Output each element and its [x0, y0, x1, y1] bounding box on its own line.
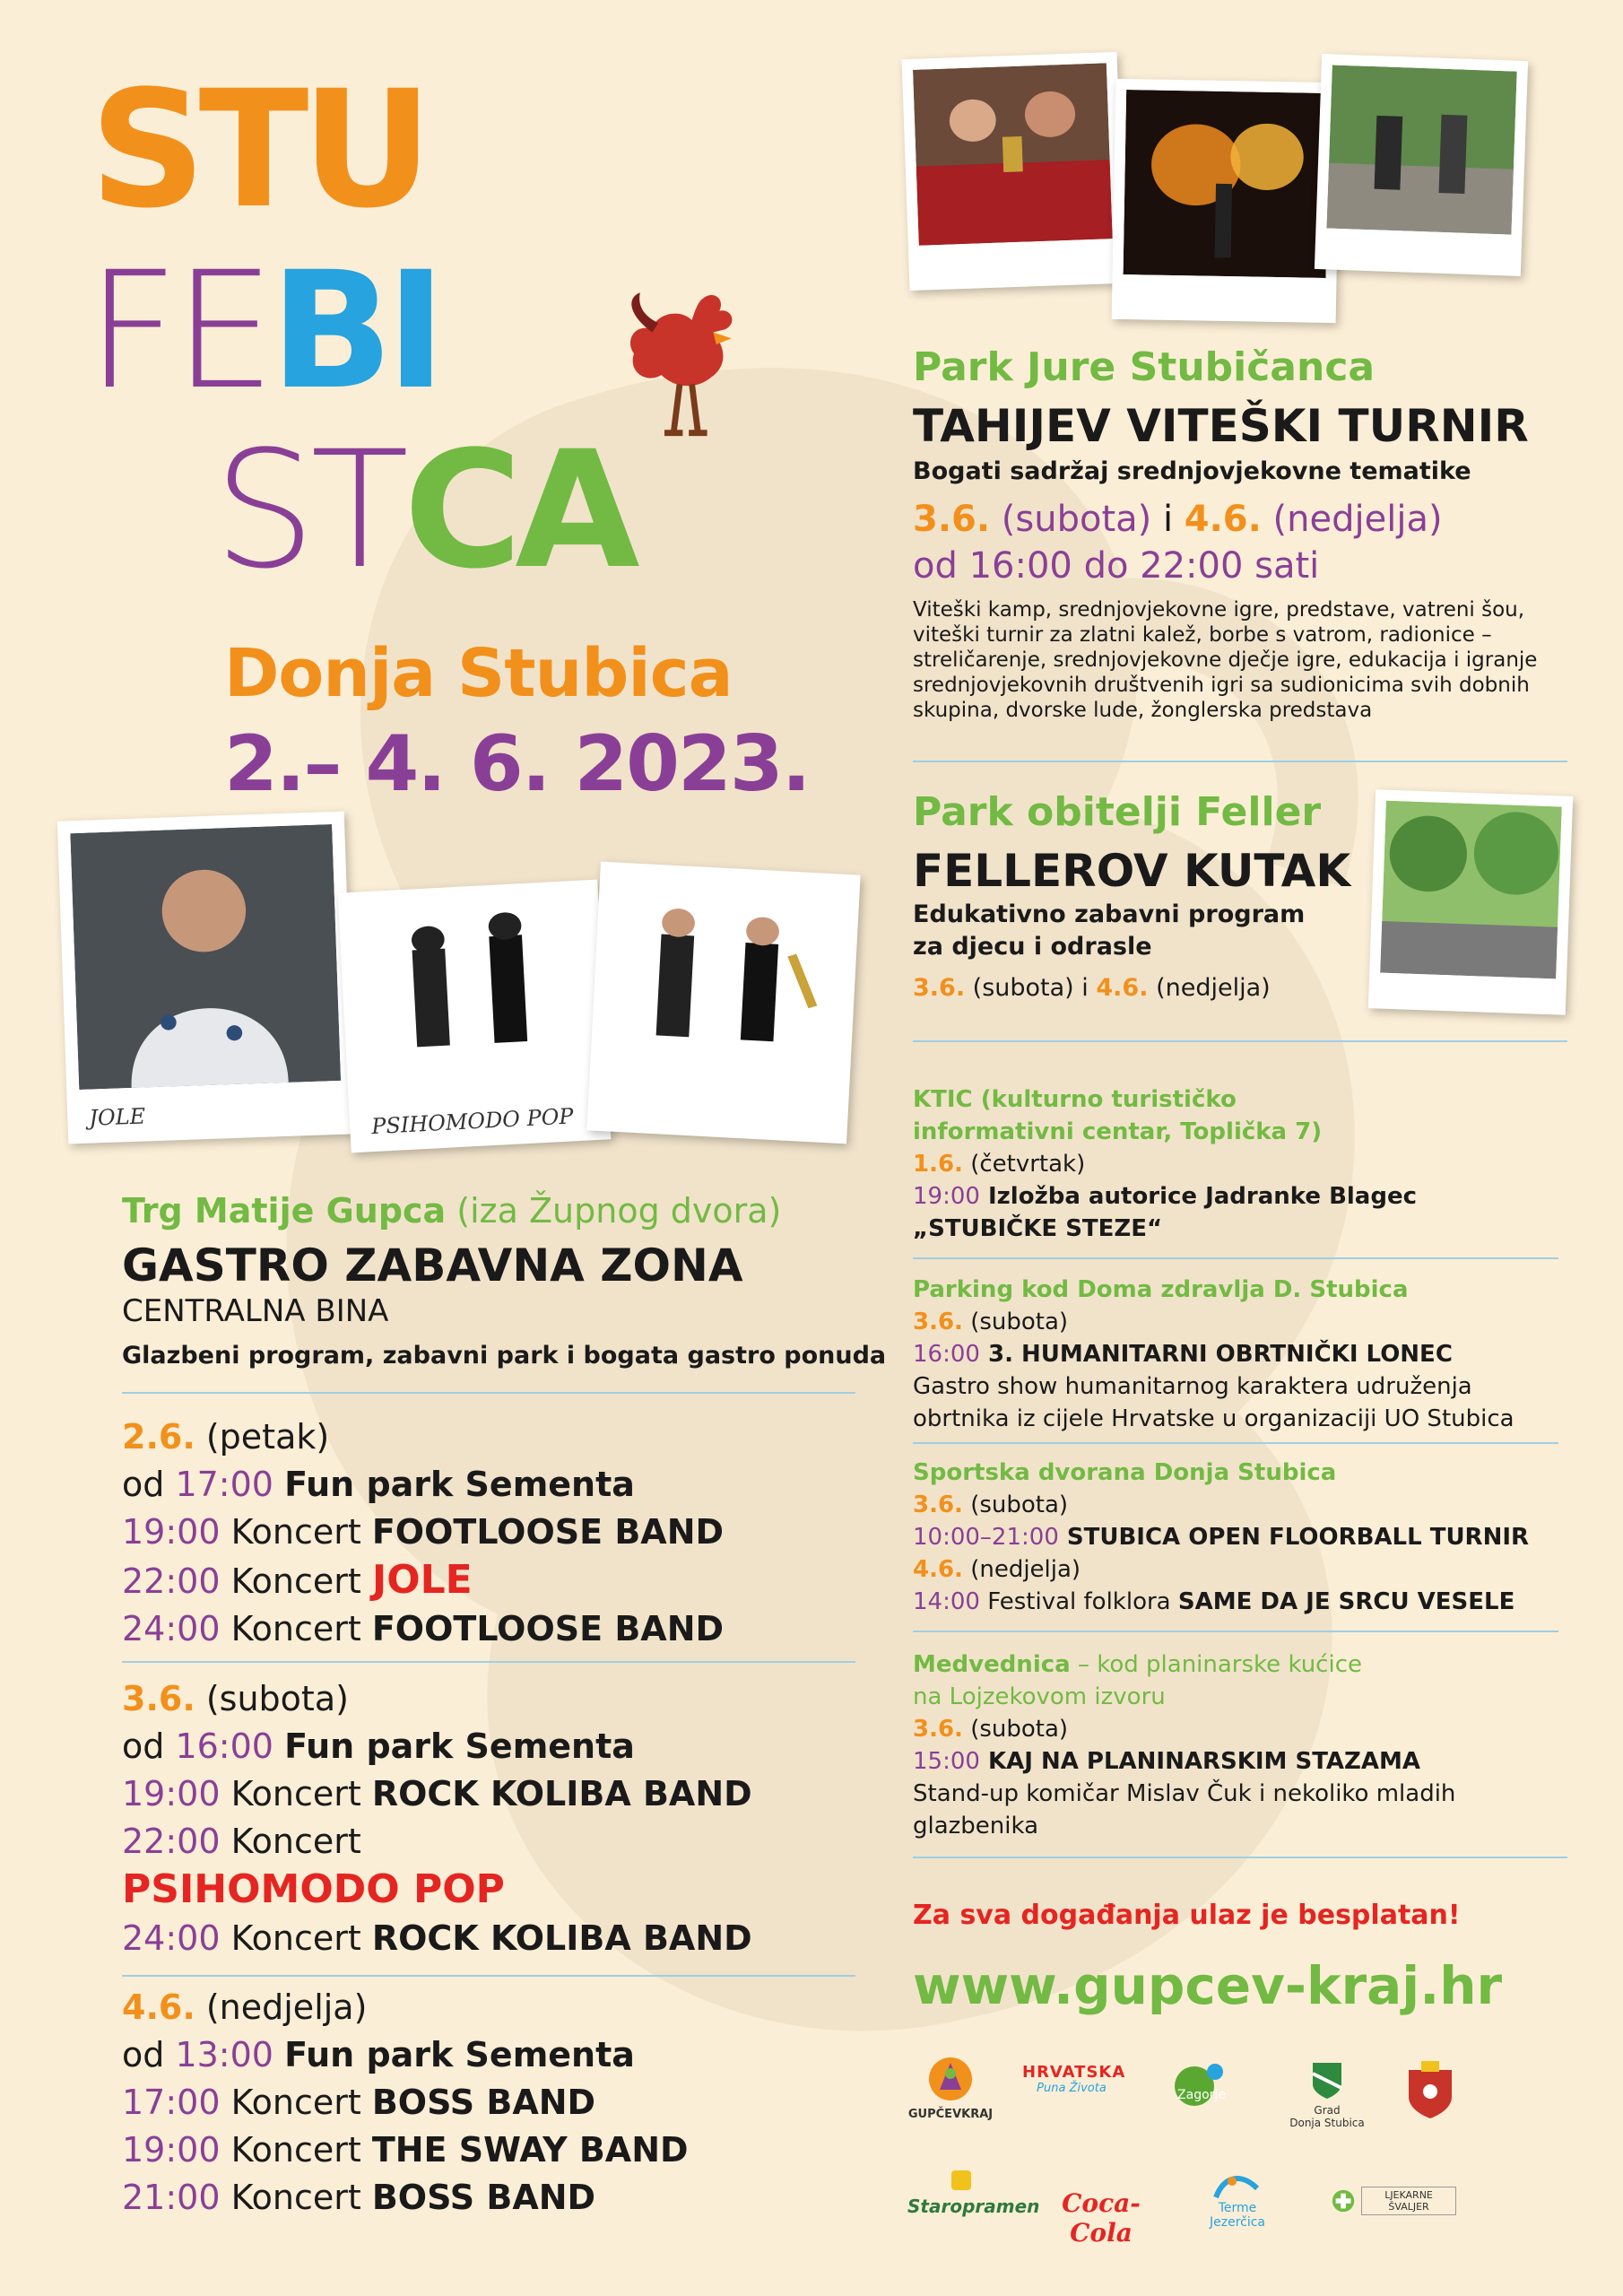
schedule-time: 19:00 [122, 1774, 221, 1813]
logo-terme-text-1: Terme [1218, 2201, 1257, 2215]
logo-grad-text-1: Grad [1314, 2104, 1341, 2117]
schedule-time: 17:00 [175, 1465, 273, 1504]
parking-event [913, 1338, 1515, 1370]
logo-hrvatska-sub: Puna Života [1037, 2082, 1107, 2095]
schedule-time: 22:00 [122, 1561, 221, 1601]
schedule-label: Koncert [220, 2178, 372, 2217]
logo-hrvatska [1022, 2063, 1126, 2095]
schedule-label: Koncert [220, 1822, 361, 1861]
sport-weekday-1: (subota) [962, 1492, 1069, 1518]
logo-gupcev-text: GUPČEVKRAJ [907, 2108, 994, 2121]
photo-caption-jole: JOLE [88, 1103, 146, 1131]
medvednica-date-value: 3.6. [913, 1716, 963, 1743]
parking-date-value: 3.6. [913, 1309, 963, 1335]
sport-block [913, 1457, 1529, 1618]
photo-psihomodo-2 [586, 862, 860, 1144]
logo-hrvatska-text: HRVATSKA [1022, 2063, 1126, 2082]
divider [913, 1040, 1567, 1042]
sport-heading: Sportska dvorana Donja Stubica [913, 1459, 1337, 1486]
photo-feller-park [1368, 789, 1573, 1015]
title-fe: FE [86, 238, 271, 425]
schedule-time: 24:00 [122, 1609, 221, 1648]
feller-weekday-1: (subota) i [965, 974, 1097, 1002]
schedule-time: 19:00 [122, 1512, 221, 1552]
sport-event-name-1: STUBICA OPEN FLOORBALL TURNIR [1058, 1524, 1530, 1551]
schedule-act: PSIHOMODO POP [122, 1866, 505, 1912]
ktic-weekday: (četvrtak) [962, 1151, 1086, 1178]
logo-grad-text-2: Donja Stubica [1289, 2117, 1365, 2129]
tahi-date-2: 4.6. [1184, 499, 1262, 540]
logo-gupcev-kraj [906, 2054, 995, 2121]
schedule-label [273, 1726, 284, 1766]
divider [913, 1257, 1558, 1259]
title-stu: STU [90, 57, 426, 244]
schedule-row [122, 1866, 752, 1915]
schedule-row [122, 1461, 724, 1509]
parking-desc-line: Gastro show humanitarnog karaktera udruženja [913, 1373, 1472, 1400]
tahi-desc-line: srednjovjekovnih društvenih igri sa sudionicima svih dobnih [913, 674, 1530, 697]
logo-grad-donja-stubica [1278, 2061, 1376, 2129]
logo-staropramen-text: Staropramen [907, 2196, 1040, 2217]
schedule-act: BOSS BAND [371, 2178, 596, 2217]
title-ca: CA [404, 417, 633, 604]
schedule-time: 16:00 [175, 1726, 273, 1766]
schedule-act: Fun park Sementa [284, 2035, 635, 2074]
feller-sub-1: Edukativno zabavni program [913, 900, 1306, 928]
sport-date-1 [913, 1489, 1529, 1521]
schedule-row [122, 1556, 724, 1605]
schedule-time: 17:00 [122, 2083, 221, 2122]
schedule-row [122, 2031, 689, 2079]
schedule-time: 24:00 [122, 1918, 221, 1958]
schedule-row [122, 2174, 689, 2222]
photo-psihomodo-1 [338, 880, 612, 1153]
parking-weekday: (subota) [962, 1309, 1069, 1335]
sport-event-prefix-2: Festival folklora [979, 1588, 1178, 1615]
photo-fire-show [1112, 79, 1341, 323]
feller-date-2: 4.6. [1096, 974, 1149, 1002]
logo-terme-text-2: Jezerčica [1209, 2215, 1265, 2230]
schedule-act: Fun park Sementa [284, 1726, 635, 1766]
schedule-label: Koncert [220, 1561, 372, 1601]
ktic-event-name-2: „STUBIČKE STEZE“ [913, 1215, 1163, 1242]
divider [122, 1661, 855, 1663]
tahi-and: i [1162, 499, 1185, 540]
medvednica-desc-line: Stand-up komičar Mislav Čuk i nekoliko mladih [913, 1780, 1456, 1807]
feller-place: Park obitelji Feller [913, 789, 1322, 835]
schedule-act: FOOTLOOSE BAND [371, 1609, 725, 1648]
ktic-block [913, 1083, 1417, 1245]
divider [122, 1392, 855, 1394]
divider [913, 1857, 1567, 1858]
photo-knights [902, 52, 1125, 291]
schedule-day-heading [122, 1984, 689, 2031]
title-febi [86, 238, 439, 425]
schedule-act: Fun park Sementa [284, 1465, 635, 1504]
title-bi: BI [270, 238, 439, 425]
schedule-act: JOLE [371, 1557, 473, 1603]
logo-ljekarne-text: LJEKARNE ŠVALJER [1361, 2187, 1456, 2215]
divider [122, 1975, 855, 1977]
logo-zagorje [1157, 2056, 1246, 2102]
tahi-subtitle: Bogati sadržaj srednjovjekovne tematike [913, 457, 1471, 485]
schedule-act: BOSS BAND [371, 2083, 596, 2122]
photo-caption-psihomodo: PSIHOMODO POP [370, 1103, 575, 1140]
schedule-time: 13:00 [175, 2035, 273, 2074]
schedule-time: 22:00 [122, 1822, 221, 1861]
tahi-time: od 16:00 do 22:00 sati [913, 545, 1320, 587]
sport-event-1 [913, 1521, 1529, 1553]
gastro-place-paren: (iza Župnog dvora) [446, 1191, 782, 1231]
sport-event-name-2: SAME DA JE SRCU VESELE [1177, 1588, 1515, 1615]
schedule-day-heading [122, 1675, 752, 1723]
feller-date-1: 3.6. [913, 974, 966, 1002]
tahi-desc-line: Viteški kamp, srednjovjekovne igre, predstave, vatreni šou, [913, 598, 1525, 622]
divider [913, 761, 1567, 762]
gastro-title: GASTRO ZABAVNA ZONA [122, 1239, 743, 1292]
medvednica-weekday: (subota) [962, 1716, 1069, 1743]
tahi-dates [913, 499, 1443, 540]
schedule-day-1 [122, 1413, 724, 1653]
schedule-row [122, 2079, 689, 2126]
schedule-date: 4.6. [122, 1987, 195, 2027]
schedule-row [122, 1723, 752, 1770]
logo-ljekarne-svaljer [1331, 2187, 1456, 2215]
sport-time-2: 14:00 [913, 1588, 980, 1615]
schedule-prefix: od [122, 2035, 176, 2074]
ktic-date-value: 1.6. [913, 1151, 963, 1178]
ktic-date [913, 1148, 1417, 1180]
schedule-date: 2.6. [122, 1417, 195, 1457]
schedule-label: Koncert [220, 1918, 372, 1958]
ktic-heading-1: KTIC (kulturno turističko [913, 1086, 1237, 1113]
tahi-description [913, 597, 1537, 723]
rooster-icon [619, 285, 771, 456]
divider [913, 1442, 1558, 1444]
logo-coat-of-arms-icon [1403, 2061, 1457, 2122]
schedule-act: THE SWAY BAND [371, 2130, 689, 2170]
tahi-desc-line: streličarenje, srednjovjekovne dječje igre, edukacija i igranje [913, 648, 1538, 672]
tahi-title: TAHIJEV VITEŠKI TURNIR [913, 400, 1529, 452]
medvednica-event [913, 1745, 1455, 1778]
tahi-desc-line: skupina, dvorske lude, žonglerska predstava [913, 699, 1373, 722]
schedule-label: Koncert [220, 1609, 372, 1648]
schedule-row [122, 2126, 689, 2174]
title-stca [213, 417, 633, 604]
event-dates: 2.– 4. 6. 2023. [224, 719, 810, 809]
website-link[interactable]: www.gupcev-kraj.hr [913, 1955, 1503, 2016]
schedule-row [122, 1509, 724, 1556]
ktic-event [913, 1180, 1417, 1213]
logo-zagorje-text: Zagorje [1177, 2088, 1226, 2102]
ktic-event-name: Izložba autorice Jadranke Blagec [979, 1183, 1418, 1210]
photo-jole [57, 812, 355, 1144]
parking-date [913, 1306, 1515, 1338]
event-place: Donja Stubica [224, 635, 733, 712]
gastro-place-name: Trg Matije Gupca [122, 1191, 447, 1231]
parking-event-name: 3. HUMANITARNI OBRTNIČKI LONEC [979, 1341, 1453, 1368]
schedule-row [122, 1605, 724, 1653]
medvednica-desc-line: glazbenika [913, 1813, 1039, 1839]
schedule-label: Koncert [220, 1512, 372, 1552]
feller-dates [913, 974, 1271, 1002]
schedule-label: Koncert [220, 1774, 372, 1813]
schedule-row [122, 1770, 752, 1818]
sport-weekday-2: (nedjelja) [962, 1556, 1081, 1583]
gastro-place [122, 1191, 781, 1231]
sport-date-value-1: 3.6. [913, 1492, 963, 1518]
medvednica-heading: Medvednica [913, 1651, 1071, 1678]
tahi-weekday-2: (nedjelja) [1261, 499, 1443, 540]
gastro-stage: CENTRALNA BINA [122, 1293, 389, 1329]
free-entry-note: Za sva događanja ulaz je besplatan! [913, 1900, 1461, 1931]
sport-event-2 [913, 1586, 1529, 1618]
tahi-weekday-1: (subota) [990, 499, 1163, 540]
schedule-day-heading [122, 1413, 724, 1461]
medvednica-block [913, 1648, 1455, 1842]
tahi-desc-line: viteški turnir za zlatni kalež, borbe s vatrom, radionice – [913, 623, 1492, 647]
feller-sub-2: za djecu i odrasle [913, 933, 1152, 961]
tahi-date-1: 3.6. [913, 499, 991, 540]
schedule-date: 3.6. [122, 1679, 195, 1718]
parking-time: 16:00 [913, 1341, 980, 1368]
schedule-weekday: (subota) [195, 1679, 349, 1718]
schedule-label [273, 2035, 284, 2074]
schedule-weekday: (nedjelja) [195, 1987, 368, 2027]
logo-staropramen [907, 2169, 1040, 2217]
parking-heading: Parking kod Doma zdravlja D. Stubica [913, 1276, 1409, 1303]
schedule-time: 21:00 [122, 2178, 221, 2217]
medvednica-event-name: KAJ NA PLANINARSKIM STAZAMA [979, 1748, 1421, 1775]
parking-desc-line: obrtnika iz cijele Hrvatske u organizaciji UO Stubica [913, 1405, 1515, 1432]
gastro-desc: Glazbeni program, zabavni park i bogata gastro ponuda [122, 1342, 887, 1370]
parking-block [913, 1274, 1515, 1435]
logo-coca-cola-text: Coca-Cola [1062, 2188, 1141, 2248]
schedule-prefix: od [122, 1726, 176, 1766]
schedule-weekday: (petak) [195, 1417, 330, 1457]
sport-date-2 [913, 1553, 1529, 1586]
schedule-row [122, 1915, 752, 1962]
medvednica-heading-2: na Lojzekovom izvoru [913, 1683, 1166, 1710]
schedule-day-2 [122, 1675, 752, 1962]
schedule-row [122, 1818, 752, 1866]
sport-time-1: 10:00–21:00 [913, 1524, 1059, 1551]
schedule-act: ROCK KOLIBA BAND [371, 1774, 752, 1813]
medvednica-date [913, 1713, 1455, 1745]
divider [913, 1631, 1558, 1632]
schedule-time: 19:00 [122, 2130, 221, 2170]
schedule-day-3 [122, 1984, 689, 2222]
schedule-label [273, 1465, 284, 1504]
logo-coca-cola [1047, 2188, 1155, 2248]
schedule-prefix: od [122, 1465, 176, 1504]
feller-title: FELLEROV KUTAK [913, 845, 1351, 897]
medvednica-time: 15:00 [913, 1748, 980, 1775]
logo-terme-jezercica [1193, 2170, 1282, 2230]
photo-fighters [1315, 54, 1528, 276]
sport-date-value-2: 4.6. [913, 1556, 963, 1583]
feller-weekday-2: (nedjelja) [1148, 974, 1271, 1002]
schedule-act: ROCK KOLIBA BAND [371, 1918, 752, 1958]
title-st: ST [213, 417, 404, 604]
medvednica-heading-rest: – kod planinarske kućice [1070, 1651, 1362, 1678]
schedule-label: Koncert [220, 2130, 372, 2170]
ktic-heading-2: informativni centar, Toplička 7) [913, 1118, 1323, 1145]
ktic-time: 19:00 [913, 1183, 980, 1210]
schedule-label: Koncert [220, 2083, 372, 2122]
tahi-place: Park Jure Stubičanca [913, 344, 1376, 390]
schedule-act: FOOTLOOSE BAND [371, 1512, 725, 1552]
